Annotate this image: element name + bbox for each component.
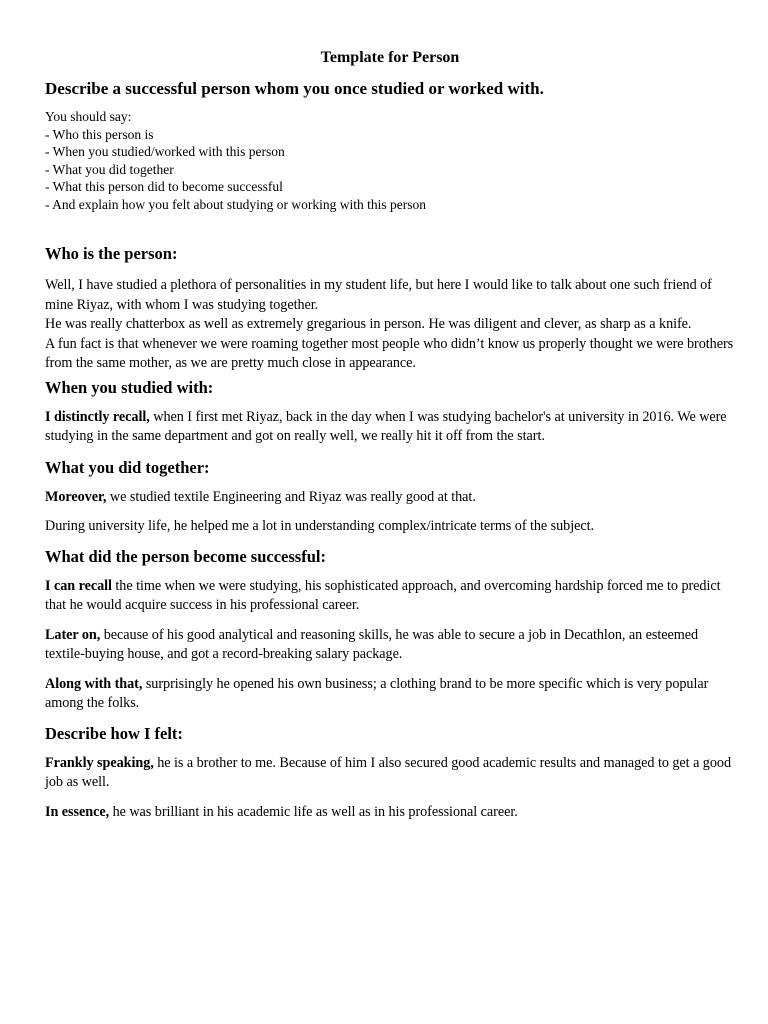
paragraph-text: surprisingly he opened his own business; a clothing brand to be more specific which is very popular among the folks.: [45, 675, 709, 711]
paragraph: A fun fact is that whenever we were roaming together most people who didn’t know us properly thought we were brothers from the same mother, as we are pretty much close in appearance.: [45, 335, 734, 371]
paragraph-text: the time when we were studying, his sophisticated approach, and overcoming hardship forced me to predict that he would acquire success in his professional career.: [45, 577, 721, 613]
paragraph: [45, 803, 735, 823]
prompt-item: - What you did together: [45, 161, 174, 177]
section-heading-when: When you studied with:: [45, 377, 214, 397]
prompt-item: - What this person did to become successful: [45, 179, 283, 194]
paragraph: [45, 754, 735, 793]
paragraph-lead: I can recall: [45, 577, 112, 594]
paragraph-lead: In essence,: [45, 803, 110, 820]
section-heading-success: What did the person become successful:: [45, 546, 326, 566]
paragraph: During university life, he helped me a lot in understanding complex/intricate terms of the subject.: [45, 518, 595, 534]
section-heading-who: Who is the person:: [45, 244, 178, 263]
prompt-item: - Who this person is: [45, 126, 154, 142]
section-heading-together: What you did together:: [45, 457, 210, 477]
paragraph-lead: Along with that,: [45, 675, 143, 692]
prompt-item: - And explain how you felt about studying or working with this person: [45, 196, 426, 212]
paragraph: [45, 626, 735, 665]
document-title: Template for Person: [320, 49, 460, 66]
paragraph-text: he was brilliant in his academic life as well as in his professional career.: [109, 803, 518, 820]
prompt-item: - When you studied/worked with this person: [45, 144, 285, 159]
paragraph: He was really chatterbox as well as extremely gregarious in person. He was diligent and clever, as sharp as a knife.: [45, 316, 692, 332]
paragraph-lead: Later on,: [45, 626, 101, 643]
paragraph: [45, 577, 735, 616]
paragraph-text: he is a brother to me. Because of him I also secured good academic results and managed to get a good job as well.: [45, 754, 731, 790]
paragraph-lead: Frankly speaking,: [45, 754, 154, 771]
paragraph-text: we studied textile Engineering and Riyaz was really good at that.: [106, 488, 476, 505]
paragraph-lead: I distinctly recall,: [45, 408, 150, 425]
paragraph: [45, 408, 735, 447]
paragraph-text: when I first met Riyaz, back in the day when I was studying bachelor's at university in 2016. We were studying in the same department and got on really well, we really hit it off from the start.: [45, 408, 727, 444]
prompt-intro: You should say:: [45, 109, 132, 124]
cue-card-prompt: [45, 108, 735, 213]
paragraph-lead: Moreover,: [45, 488, 107, 505]
paragraph: [45, 488, 735, 508]
paragraph: Well, I have studied a plethora of personalities in my student life, but here I would like to talk about one such friend of mine Riyaz, with whom I was studying together.: [45, 277, 712, 313]
paragraph-text: because of his good analytical and reasoning skills, he was able to secure a job in Decathlon, an esteemed textile-buying house, and got a record-breaking salary package.: [45, 626, 699, 662]
document-page: [45, 48, 735, 822]
section-heading-felt: Describe how I felt:: [45, 723, 183, 743]
paragraph: [45, 675, 735, 714]
cue-card-question: Describe a successful person whom you once studied or worked with.: [45, 79, 544, 98]
